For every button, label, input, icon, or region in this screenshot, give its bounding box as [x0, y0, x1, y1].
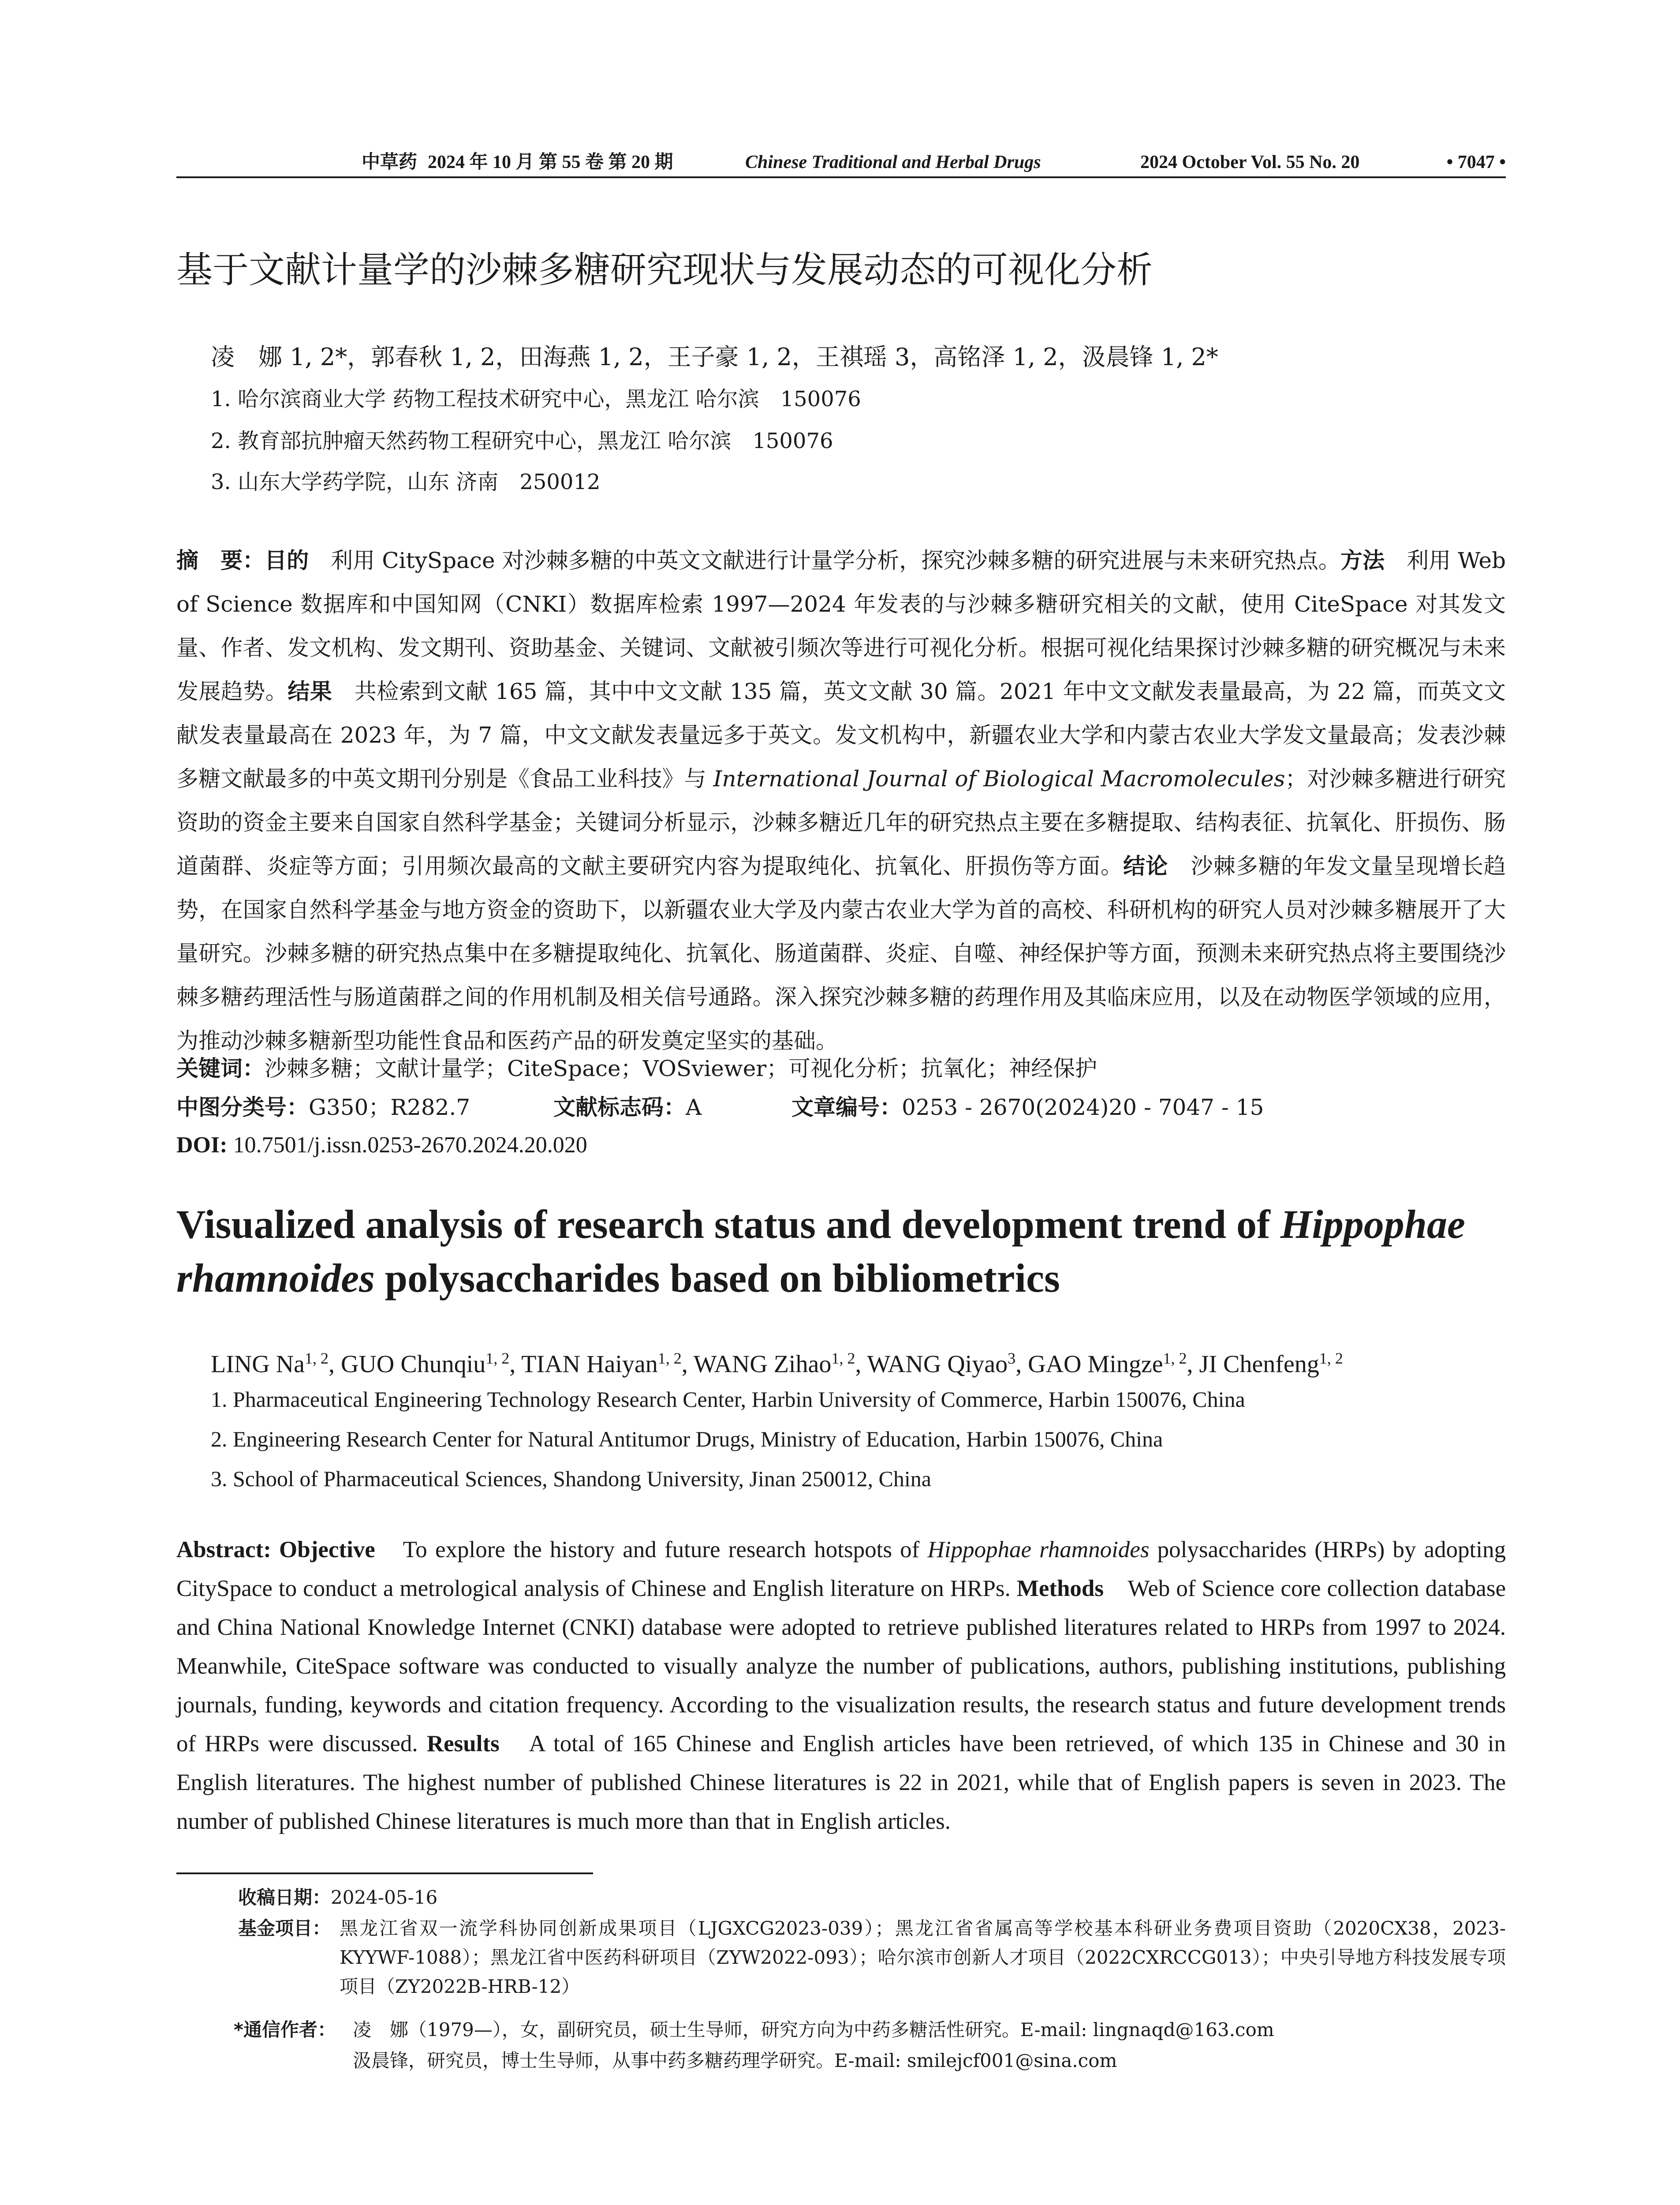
- keywords-text: 沙棘多糖；文献计量学；CiteSpace；VOSviewer；可视化分析；抗氧化；神经保护: [265, 1056, 1098, 1081]
- keywords-label: 关键词：: [176, 1056, 265, 1081]
- doi-value: 10.7501/j.issn.0253-2670.2024.20.020: [227, 1132, 587, 1158]
- doc-code-label: 文献标志码：: [553, 1095, 686, 1120]
- english-title-part-2: polysaccharides based on bibliometrics: [374, 1256, 1060, 1301]
- chinese-abstract: [176, 539, 1506, 1063]
- methods-label: 方法: [1340, 548, 1385, 573]
- author-affil-sup: 1, 2: [485, 1349, 510, 1367]
- english-title-part-1: Visualized analysis of research status and development trend of: [176, 1202, 1281, 1247]
- chinese-authors: 凌 娜 1, 2*，郭春秋 1, 2，田海燕 1, 2，王子豪 1, 2，王祺瑶 3，高铭泽 1, 2，汲晨锋 1, 2*: [211, 343, 1218, 371]
- chinese-affiliation-2: 2. 教育部抗肿瘤天然药物工程研究中心，黑龙江 哈尔滨 150076: [211, 429, 833, 453]
- english-affiliation-2: 2. Engineering Research Center for Natural Antitumor Drugs, Ministry of Education, Harbin 150076, China: [211, 1427, 1163, 1451]
- en-objective-text-1: To explore the history and future research hotspots of: [375, 1537, 928, 1562]
- results-journal-en: International Journal of Biological Macromolecules: [713, 766, 1285, 792]
- footnote-funding: [238, 1914, 1506, 1997]
- author-affil-sup: 3: [1008, 1349, 1016, 1367]
- english-abstract: [176, 1530, 1506, 1841]
- chinese-affiliation-3: 3. 山东大学药学院，山东 济南 250012: [211, 470, 601, 494]
- fund-label: 基金项目：: [238, 1917, 331, 1939]
- chinese-affiliation-1: 1. 哈尔滨商业大学 药物工程技术研究中心，黑龙江 哈尔滨 150076: [211, 387, 861, 411]
- article-no-value: 0253 - 2670(2024)20 - 7047 - 15: [902, 1095, 1264, 1120]
- received-label: 收稿日期：: [238, 1887, 331, 1908]
- clc-label: 中图分类号：: [176, 1095, 309, 1120]
- journal-name-en: Chinese Traditional and Herbal Drugs: [745, 152, 1041, 172]
- results-text-2: ；对沙棘多糖进行研究资助的资金主要来自国家自然科学基金；关键词分析显示，沙棘多糖近几年的研究热点主要在多糖提取、结构表征、抗氧化、肝损伤、肠道菌群、炎症等方面；引用频次最高的文献主要研究内容为提取纯化、抗氧化、肝损伤等方面。: [176, 766, 1506, 879]
- en-abstract-label: Abstract: Objective: [176, 1537, 375, 1562]
- methods-text: 利用 Web of Science 数据库和中国知网（CNKI）数据库检索 1997—2024 年发表的与沙棘多糖研究相关的文献，使用 CiteSpace 对其发文量、作者、发文机构、发文期刊、资助基金、关键词、文献被引频次等进行可视化分析。根据可视化结果探讨沙棘多糖的研究概况与未来发展趋势。: [176, 548, 1506, 704]
- corr-label: *通信作者：: [234, 2019, 336, 2041]
- chinese-keywords: [176, 1049, 1097, 1088]
- author-name: WANG Qiyao: [867, 1350, 1008, 1378]
- author-affil-sup: 1, 2: [1163, 1349, 1187, 1367]
- journal-name-cn: 中草药: [362, 152, 418, 172]
- author-name: GUO Chunqiu: [341, 1350, 486, 1378]
- conclusion-label: 结论: [1123, 853, 1169, 879]
- english-title: [176, 1197, 1506, 1305]
- english-title-species: Hippophae rhamnoides: [176, 1202, 1465, 1301]
- author-affil-sup: 1, 2: [831, 1349, 855, 1367]
- author-affil-sup: 1, 2: [1319, 1349, 1343, 1367]
- clc-value: G350；R282.7: [309, 1095, 470, 1120]
- en-results-label: Results: [426, 1731, 500, 1757]
- footnote-received: [238, 1883, 1506, 1912]
- doi-line: [176, 1125, 587, 1165]
- classification-line: [176, 1088, 1264, 1127]
- en-results-text: A total of 165 Chinese and English articles have been retrieved, of which 135 in Chinese and 30 in English literatures. The highest number of published Chinese literatures is 22 in 2021, while that of English papers is seven in 2023. The number of published Chinese literatures is much more than that in English articles.: [176, 1731, 1506, 1834]
- results-label: 结果: [287, 679, 332, 704]
- footnote-rule: [176, 1872, 593, 1874]
- author-name: JI Chenfeng: [1199, 1350, 1319, 1378]
- author-name: LING Na: [211, 1350, 305, 1378]
- english-authors: LING Na$^{1, 2}$, GUO Chunqiu$^{1, 2}$, TIAN Haiyan$^{1, 2}$, WANG Zihao$^{1, 2}$, WANG Qiyao$^3$, GAO Mingze$^{1, 2}$, JI Chenfeng$^{1, 2}$: [211, 1349, 1343, 1378]
- issue-info-en: 2024 October Vol. 55 No. 20: [1140, 152, 1360, 172]
- received-date: 2024-05-16: [331, 1887, 438, 1908]
- doc-code-value: A: [686, 1095, 702, 1120]
- header-rule: [176, 176, 1506, 178]
- objective-label: 目的: [265, 548, 309, 573]
- en-objective-text-2: polysaccharides (HRPs) by adopting CitySpace to conduct a metrological analysis of Chinese and English literature on HRPs.: [176, 1537, 1506, 1601]
- en-methods-label: Methods: [1016, 1576, 1104, 1601]
- author-name: TIAN Haiyan: [521, 1350, 658, 1378]
- author-affil-sup: 1, 2: [305, 1349, 329, 1367]
- en-objective-species: Hippophae rhamnoides: [927, 1537, 1150, 1562]
- author-name: WANG Zihao: [693, 1350, 832, 1378]
- running-header: [176, 145, 1506, 180]
- author-name: GAO Mingze: [1028, 1350, 1163, 1378]
- corr-author-1: 凌 娜（1979—），女，副研究员，硕士生导师，研究方向为中药多糖活性研究。E-mail: lingnaqd@163.com: [353, 2019, 1274, 2041]
- objective-text: 利用 CitySpace 对沙棘多糖的中英文文献进行计量学分析，探究沙棘多糖的研究进展与未来研究热点。: [309, 548, 1340, 573]
- fund-text: 黑龙江省双一流学科协同创新成果项目（LJGXCG2023-039）；黑龙江省省属高等学校基本科研业务费项目资助（2020CX38，2023-KYYWF-1088）；黑龙江省中医药科研项目（ZYW2022-093）；哈尔滨市创新人才项目（2022CXRCCG013）；中央引导地方科技发展专项项目（ZY2022B-HRB-12）: [340, 1917, 1506, 1997]
- doi-label: DOI:: [176, 1132, 228, 1158]
- en-methods-text: Web of Science core collection database and China National Knowledge Internet (CNKI) database were adopted to retrieve published literatures related to HRPs from 1997 to 2024. Meanwhile, CiteSpace software was conducted to visually analyze the number of publications, authors, publishing institutions, publishing journals, funding, keywords and citation frequency. According to the visualization results, the research status and future development trends of HRPs were discussed.: [176, 1576, 1506, 1757]
- conclusion-text: 沙棘多糖的年发文量呈现增长趋势，在国家自然科学基金与地方资金的资助下，以新疆农业大学及内蒙古农业大学为首的高校、科研机构的研究人员对沙棘多糖展开了大量研究。沙棘多糖的研究热点集中在多糖提取纯化、抗氧化、肠道菌群、炎症、自噬、神经保护等方面，预测未来研究热点将主要围绕沙棘多糖药理活性与肠道菌群之间的作用机制及相关信号通路。深入探究沙棘多糖的药理作用及其临床应用，以及在动物医学领域的应用，为推动沙棘多糖新型功能性食品和医药产品的研发奠定坚实的基础。: [176, 853, 1506, 1054]
- page-number: • 7047 •: [1446, 152, 1506, 172]
- author-affil-sup: 1, 2: [657, 1349, 682, 1367]
- article-no-label: 文章编号：: [791, 1095, 902, 1120]
- chinese-title: 基于文献计量学的沙棘多糖研究现状与发展动态的可视化分析: [176, 249, 1153, 291]
- english-affiliation-3: 3. School of Pharmaceutical Sciences, Shandong University, Jinan 250012, China: [211, 1466, 931, 1491]
- issue-info-cn: 2024 年 10 月 第 55 卷 第 20 期: [428, 152, 673, 172]
- english-affiliation-1: 1. Pharmaceutical Engineering Technology Research Center, Harbin University of Commerce, Harbin 150076, China: [211, 1387, 1245, 1412]
- abstract-label: 摘 要：: [176, 548, 265, 573]
- corr-author-2: 汲晨锋，研究员，博士生导师，从事中药多糖药理学研究。E-mail: smilejcf001@sina.com: [353, 2050, 1117, 2071]
- footnote-corresponding: [234, 2015, 1501, 2044]
- results-text-1: 共检索到文献 165 篇，其中中文文献 135 篇，英文文献 30 篇。2021 年中文文献发表量最高，为 22 篇，而英文文献发表量最高在 2023 年，为 7 篇，中文文献发表量远多于英文。发文机构中，新疆农业大学和内蒙古农业大学发文量最高；发表沙棘多糖文献最多的中英文期刊分别是《食品工业科技》与: [176, 679, 1506, 792]
